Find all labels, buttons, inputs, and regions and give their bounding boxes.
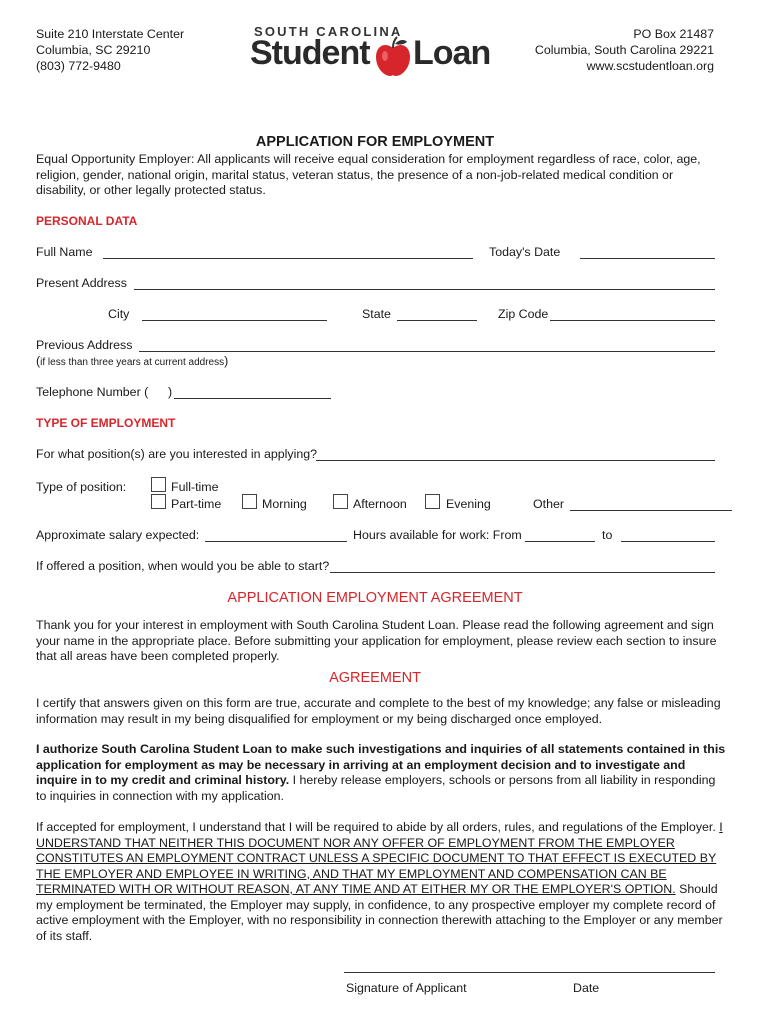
position-question: For what position(s) are you interested in applying? <box>36 447 318 461</box>
morning-checkbox[interactable] <box>242 494 257 509</box>
website-link[interactable]: www.scstudentloan.org <box>586 59 714 73</box>
todays-date-field[interactable] <box>580 258 715 259</box>
previous-address-note <box>36 354 228 368</box>
left-address-line: Suite 210 Interstate Center <box>36 27 185 41</box>
note-paren: ) <box>224 354 229 368</box>
logo-word-loan: Loan <box>413 34 491 72</box>
full-name-field[interactable] <box>103 258 473 259</box>
start-question: If offered a position, when would you be able to start? <box>36 559 330 573</box>
left-address-line: (803) 772-9480 <box>36 59 121 73</box>
state-label: State <box>362 307 391 321</box>
fulltime-checkbox[interactable] <box>151 477 166 492</box>
authorize-paragraph <box>36 742 726 804</box>
evening-checkbox[interactable] <box>425 494 440 509</box>
type-of-position-label: Type of position: <box>36 480 127 494</box>
other-label: Other <box>533 497 564 511</box>
right-address <box>535 26 714 74</box>
note-text: if less than three years at current address <box>40 357 225 368</box>
city-field[interactable] <box>142 320 327 321</box>
signature-label: Signature of Applicant <box>346 981 467 995</box>
authorize-bold-text: I authorize South Carolina Student Loan to make such investigations and inquiries of all statements contained in this application for employment as may be necessary in arriving at an employment decision and to investigate and inquire in to my credit and criminal history. <box>36 742 726 787</box>
salary-label: Approximate salary expected: <box>36 528 200 542</box>
hours-from-field[interactable] <box>525 541 595 542</box>
other-field[interactable] <box>570 510 732 511</box>
agreement-subheading: AGREEMENT <box>329 670 421 686</box>
page-title: APPLICATION FOR EMPLOYMENT <box>255 134 495 150</box>
accepted-paragraph <box>36 820 726 944</box>
position-field[interactable] <box>316 460 715 461</box>
state-field[interactable] <box>397 320 477 321</box>
todays-date-label: Today's Date <box>489 245 561 259</box>
zip-label: Zip Code <box>498 307 549 321</box>
agreement-heading: APPLICATION EMPLOYMENT AGREEMENT <box>227 590 523 606</box>
right-address-line: Columbia, South Carolina 29221 <box>534 43 714 57</box>
city-label: City <box>108 307 130 321</box>
parttime-label: Part-time <box>171 497 222 511</box>
telephone-field[interactable] <box>174 398 331 399</box>
certify-paragraph: I certify that answers given on this form are true, accurate and complete to the best of my knowledge; any false or misleading information may result in my being disqualified for employment or my being discharged once employed. <box>36 696 721 726</box>
signature-date-label: Date <box>573 981 600 995</box>
apple-icon <box>374 36 412 78</box>
personal-data-heading: PERSONAL DATA <box>36 214 138 228</box>
right-address-line: PO Box 21487 <box>633 27 714 41</box>
afternoon-checkbox[interactable] <box>333 494 348 509</box>
left-address <box>36 26 184 74</box>
logo <box>250 20 495 78</box>
full-name-label: Full Name <box>36 245 93 259</box>
previous-address-field[interactable] <box>139 351 715 352</box>
logo-word-student: Student <box>250 34 370 72</box>
telephone-label: Telephone Number ( <box>36 385 149 399</box>
accepted-disclaimer-text: I UNDERSTAND THAT NEITHER THIS DOCUMENT NOR ANY OFFER OF EMPLOYMENT FROM THE EMPLOYER CONSTITUTES AN EMPLOYMENT CONTRACT UNLESS A SPECIFIC DOCUMENT TO THAT EFFECT IS EXECUTED BY THE EMPLOYER AND EMPLOYEE IN WRITING, AND THAT MY EMPLOYMENT AND COMPENSATION CAN BE TERMINATED WITH OR WITHOUT REASON, AT ANY TIME AND AT EITHER MY OR THE EMPLOYER'S OPTION. <box>36 820 723 896</box>
accepted-intro-text: If accepted for employment, I understand that I will be required to abide by all orders, rules, and regulations of the Employer. <box>36 820 720 834</box>
accepted-termination-text: Should my employment be terminated, the Employer may supply, in confidence, to any prospective employer my complete record of active employment with the Employer, with no responsibility in connection therewith attaching to the Employer or any member of its staff. <box>36 882 723 943</box>
present-address-field[interactable] <box>134 289 715 290</box>
type-of-employment-heading: TYPE OF EMPLOYMENT <box>36 416 176 430</box>
start-date-field[interactable] <box>330 572 715 573</box>
salary-field[interactable] <box>205 541 347 542</box>
left-address-line: Columbia, SC 29210 <box>36 43 151 57</box>
logo-top-text: SOUTH CAROLINA <box>254 24 403 39</box>
fulltime-label: Full-time <box>171 480 219 494</box>
zip-field[interactable] <box>550 320 715 321</box>
hours-to-field[interactable] <box>621 541 715 542</box>
hours-to-label: to <box>602 528 613 542</box>
evening-label: Evening <box>446 497 491 511</box>
morning-label: Morning <box>262 497 307 511</box>
hours-from-label: Hours available for work: From <box>353 528 522 542</box>
authorize-release-text: I hereby release employers, schools or persons from all liability in responding to inquiries in connection with my application. <box>36 773 716 803</box>
telephone-close-paren: ) <box>168 385 173 399</box>
agreement-intro: Thank you for your interest in employment with South Carolina Student Loan. Please read the following agreement and sign your name in the appropriate place. Before submitting your application for employment, please review each section to insure that all areas have been completed properly. <box>36 618 717 663</box>
previous-address-label: Previous Address <box>36 338 133 352</box>
afternoon-label: Afternoon <box>353 497 407 511</box>
note-paren: ( <box>36 354 41 368</box>
parttime-checkbox[interactable] <box>151 494 166 509</box>
eeo-statement: Equal Opportunity Employer: All applicants will receive equal consideration for employment regardless of race, color, age, religion, gender, national origin, marital status, veteran status, the presence of a non-job-related medical condition or disability, or other legally protected status. <box>36 152 701 197</box>
present-address-label: Present Address <box>36 276 127 290</box>
signature-line[interactable] <box>344 972 715 973</box>
